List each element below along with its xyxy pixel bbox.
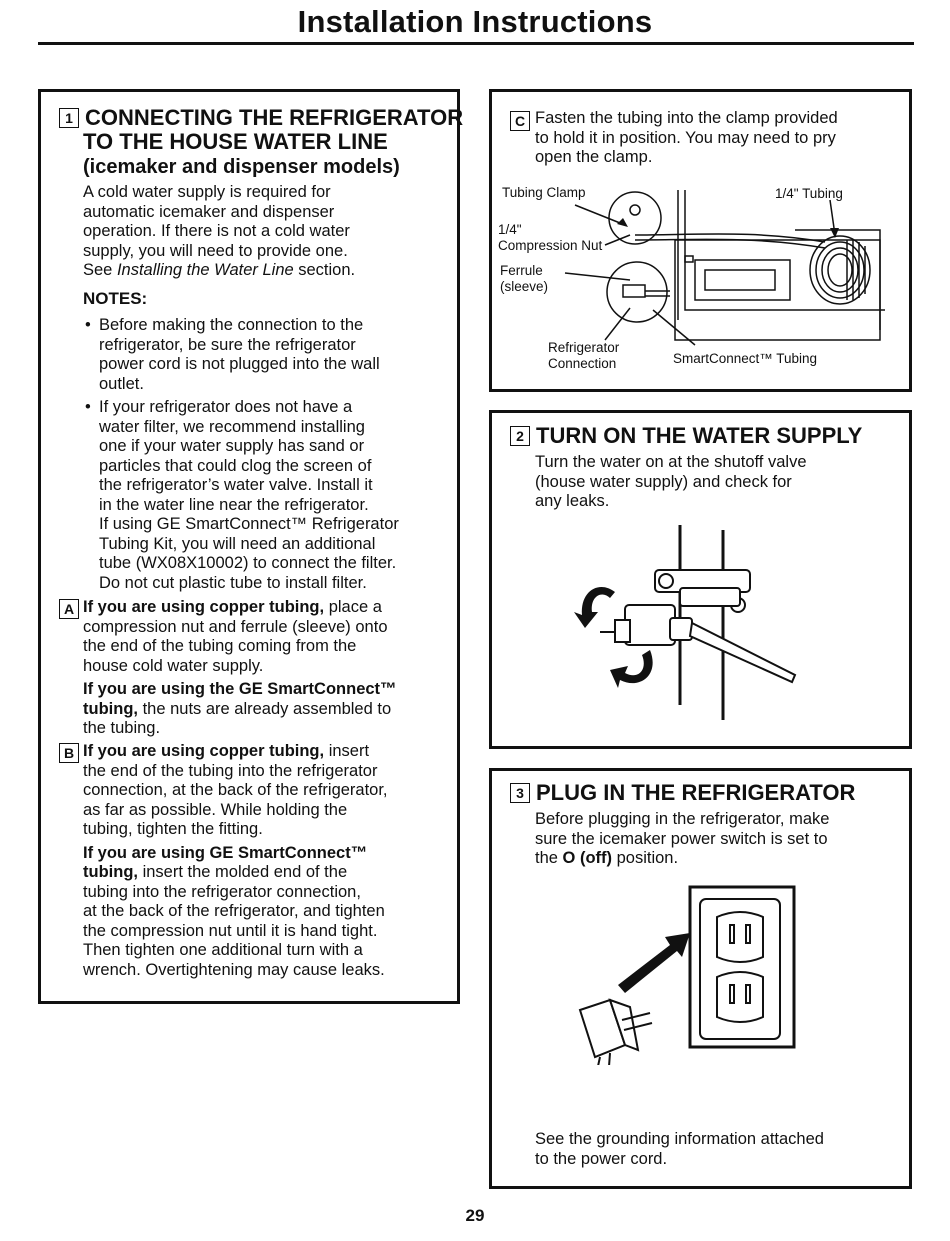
stepB-text: If you are using copper tubing, insert the end of the tubing into the refrigerator connection, at the back of the refrigerator, as far as possible. While holding the tubing, tighten the fitting. If you are using GE SmartConnect™ tubing, insert the molded end of the tubing into the refrigerator connection, at the back of the refrigerator, and tighten the compression nut until it is hand tight. Then tighten one additional turn with a wrench. Overtightening may cause leaks. bbox=[83, 742, 388, 979]
label-ferrule: Ferrule (sleeve) bbox=[500, 263, 549, 294]
label-refrigerator-connection: Refrigerator Connection bbox=[548, 340, 620, 371]
stepC-text: Fasten the tubing into the clamp provided to hold it in position. You may need to pry open the clamp. bbox=[535, 109, 838, 166]
bullet-dot: • bbox=[85, 316, 91, 334]
step1-heading: 1 CONNECTING THE REFRIGERATOR bbox=[59, 106, 463, 130]
outlet-plug-illustration bbox=[570, 885, 810, 1065]
notes-label: NOTES: bbox=[83, 289, 148, 308]
stepC-badge: C bbox=[510, 111, 530, 131]
step1-intro: A cold water supply is required for automatic icemaker and dispenser operation. If there is not a cold water supply, you will need to provide one. See Installing the Water Line section. bbox=[83, 183, 356, 279]
see-reference: See Installing the Water Line section. bbox=[83, 261, 356, 279]
stepA-text: If you are using copper tubing, place a compression nut and ferrule (sleeve) onto the end of the tubing coming from the house cold water supply. If you are using the GE SmartConnect™ tubing, the nuts are already assembled to the tubing. bbox=[83, 598, 397, 737]
step1-badge: 1 bbox=[59, 108, 79, 128]
stepC-badge-wrap bbox=[510, 111, 536, 133]
step1-heading-line2: TO THE HOUSE WATER LINE bbox=[83, 129, 388, 154]
stepB-badge-wrap bbox=[59, 743, 85, 765]
label-smartconnect: SmartConnect™ Tubing bbox=[673, 351, 818, 366]
stepA-badge: A bbox=[59, 599, 79, 619]
step1-subheading: (icemaker and dispenser models) bbox=[83, 156, 400, 178]
step2-text: Turn the water on at the shutoff valve (house water supply) and check for any leaks. bbox=[535, 453, 807, 510]
page-title: Installation Instructions bbox=[297, 4, 653, 39]
step2-heading: 2 TURN ON THE WATER SUPPLY bbox=[510, 424, 862, 448]
step3-heading: 3 PLUG IN THE REFRIGERATOR bbox=[510, 781, 855, 805]
note2: If your refrigerator does not have a water filter, we recommend installing one if your water supply has sand or particles that could clog the screen of the refrigerator’s water valve. Install it in the water line near the refrigerator. If using GE SmartConnect™ Refrigerator Tubing Kit, you will need an additional tube (WX08X10002) to connect the filter. Do not cut plastic tube to install filter. bbox=[99, 398, 399, 592]
step3-badge: 3 bbox=[510, 783, 530, 803]
step3-footer: See the grounding information attached to the power cord. bbox=[535, 1130, 824, 1168]
shutoff-valve-illustration bbox=[560, 520, 800, 730]
stepB-badge: B bbox=[59, 743, 79, 763]
step3-text: Before plugging in the refrigerator, make sure the icemaker power switch is set to the O (off) position. bbox=[535, 810, 830, 867]
label-tubing-clamp: Tubing Clamp bbox=[502, 185, 586, 200]
page-number: 29 bbox=[465, 1206, 485, 1225]
title-divider bbox=[38, 42, 914, 45]
label-compression-nut: 1/4" Compression Nut bbox=[498, 222, 603, 253]
bullet-dot: • bbox=[85, 398, 91, 416]
stepA-badge-wrap bbox=[59, 599, 85, 621]
label-quarter-tubing: 1/4" Tubing bbox=[775, 186, 843, 201]
step2-badge: 2 bbox=[510, 426, 530, 446]
note1: Before making the connection to the refrigerator, be sure the refrigerator power cord is not plugged into the wall outlet. bbox=[99, 316, 380, 393]
